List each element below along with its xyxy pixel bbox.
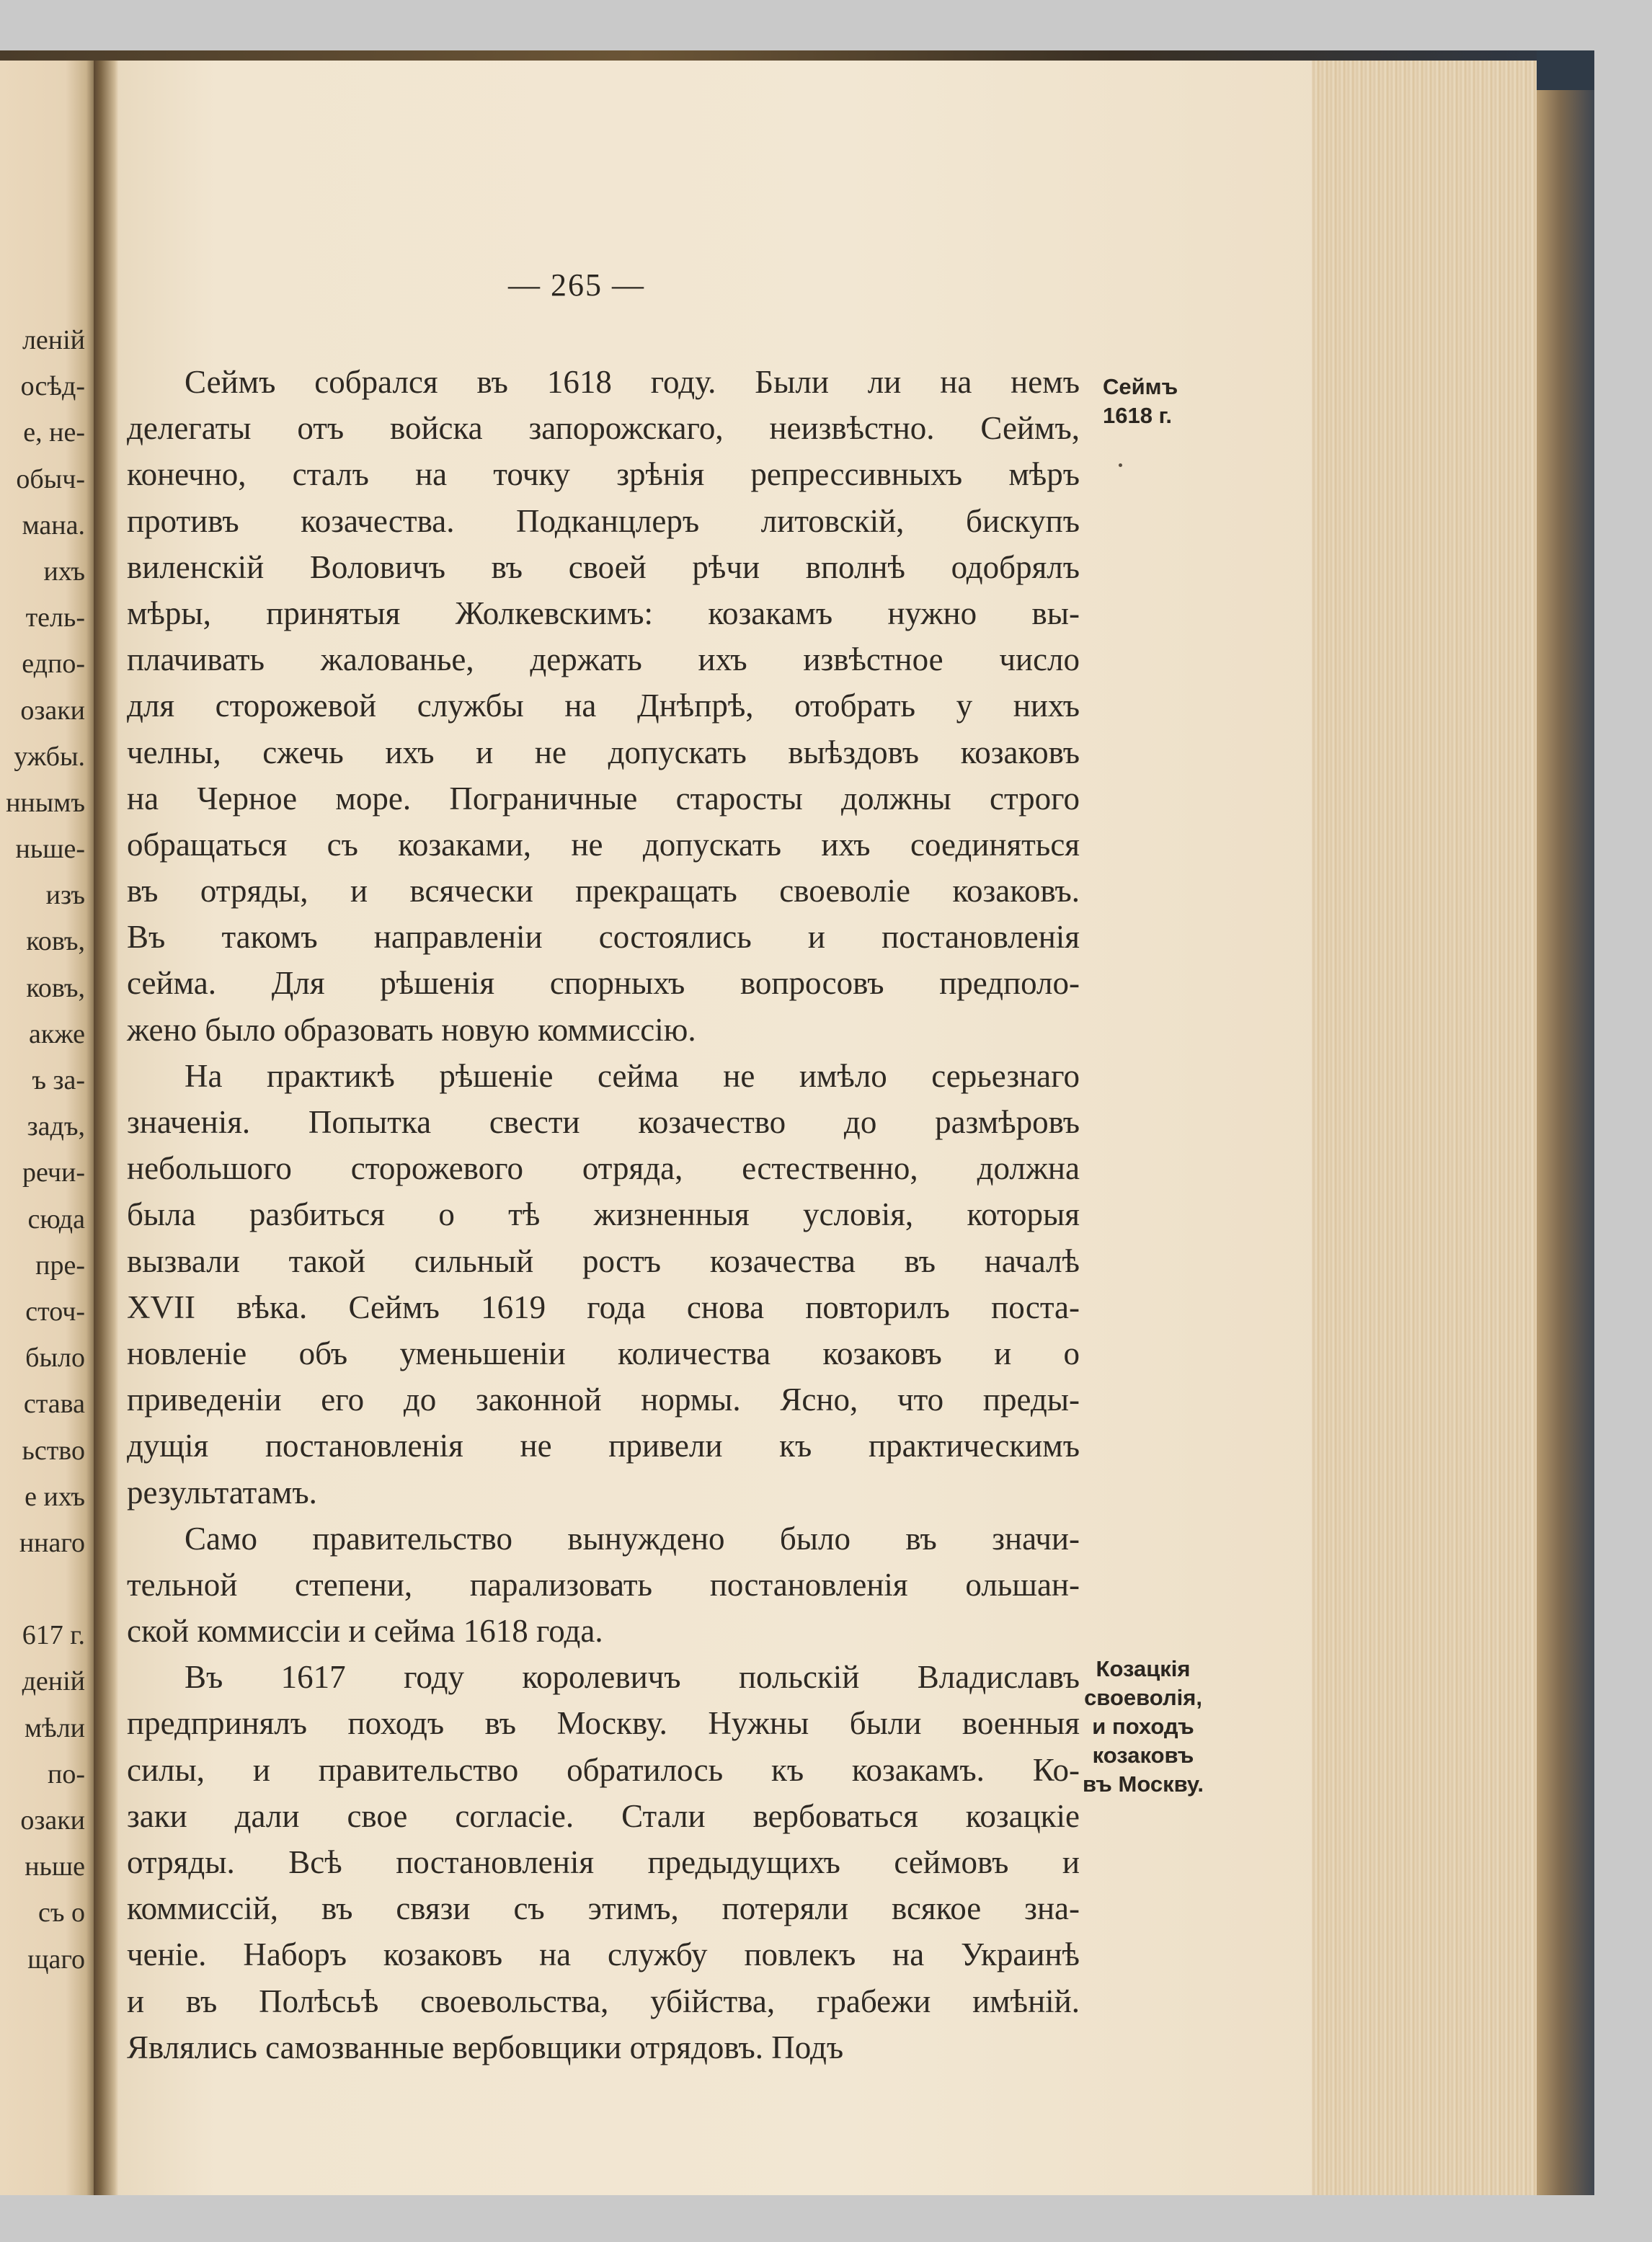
margin-note-sejm-1618 xyxy=(1103,373,1178,430)
text-line: делегаты отъ войска запорожскаго, неизвѣстно. Сеймъ, xyxy=(127,410,1080,447)
text-line: и въ Полѣсьѣ своевольства, убійства, грабежи имѣній. xyxy=(127,1983,1080,2019)
text-line: приведеніи его до законной нормы. Ясно, что преды- xyxy=(127,1382,1080,1418)
text-line: виленскій Воловичъ въ своей рѣчи вполнѣ одобрялъ xyxy=(127,548,1080,585)
text-line: дущія постановленія не привели къ практическимъ xyxy=(127,1428,1080,1464)
book-back-edge xyxy=(1537,61,1594,2195)
left-page-fragment: щаго xyxy=(27,1944,85,1975)
left-page-fragment: было xyxy=(25,1343,85,1374)
left-page-fragment: акже xyxy=(29,1018,85,1049)
book-scan xyxy=(0,50,1594,2195)
left-page-fragment: е ихъ xyxy=(25,1481,85,1512)
left-page-fragment: по- xyxy=(48,1758,85,1789)
text-line: обращаться съ козаками, не допускать ихъ соединяться xyxy=(127,826,1080,863)
text-line: сейма. Для рѣшенія спорныхъ вопросовъ предполо- xyxy=(127,965,1080,1002)
text-line: результатамъ. xyxy=(127,1474,317,1511)
left-page-fragment xyxy=(0,1566,85,1612)
left-page-fragment: деній xyxy=(22,1666,85,1697)
left-page-fragment: тель- xyxy=(25,602,85,633)
left-page-fragment: ньше- xyxy=(15,834,85,865)
left-page-fragment: ъ за- xyxy=(32,1065,85,1095)
text-line: на Черное море. Пограничные старосты должны строго xyxy=(127,780,1080,817)
text-line: челны, сжечь ихъ и не допускать выѣздовъ козаковъ xyxy=(127,734,1080,770)
left-page-fragment: ннымъ xyxy=(6,787,85,818)
left-page-fragment: речи- xyxy=(22,1157,85,1188)
text-line: Въ такомъ направленіи состоялись и постановленія xyxy=(127,919,1080,956)
left-page-fragment: ннаго xyxy=(19,1527,85,1558)
left-page-fragment: става xyxy=(23,1389,85,1420)
left-page-fragment: 617 г. xyxy=(22,1620,85,1651)
book-cover-edge xyxy=(0,50,1594,61)
text-line: заки дали свое согласіе. Стали вербоваться козацкіе xyxy=(127,1797,1080,1834)
ink-speck xyxy=(1119,463,1122,467)
left-page-fragment: сюда xyxy=(27,1204,85,1235)
paragraph xyxy=(127,359,1080,1053)
left-page-fragment: сточ- xyxy=(25,1296,85,1327)
text-line: для сторожевой службы на Днѣпрѣ, отобрать у нихъ xyxy=(127,688,1080,724)
paragraph xyxy=(127,1654,1080,2070)
left-page-fragment: озаки xyxy=(20,1805,85,1836)
text-line: XVII вѣка. Сеймъ 1619 года снова повторилъ поста- xyxy=(127,1289,1080,1325)
left-page-fragment: леній xyxy=(22,325,85,355)
left-page-fragment: изъ xyxy=(45,880,85,911)
left-page-text-fragments xyxy=(0,317,85,1983)
left-page-fragment: ужбы. xyxy=(14,741,85,772)
left-page-fragment: мѣли xyxy=(25,1712,85,1743)
text-line: была разбиться о тѣ жизненныя условія, которыя xyxy=(127,1196,1080,1233)
text-line: ченіе. Наборъ козаковъ на службу повлекъ на Украинѣ xyxy=(127,1936,1080,1973)
text-line: коммиссій, въ связи съ этимъ, потеряли всякое зна- xyxy=(127,1890,1080,1927)
margin-note-line: и походъ xyxy=(1092,1714,1194,1739)
left-page-fragment: е, не- xyxy=(23,417,85,448)
body-text xyxy=(127,359,1080,2070)
text-line: конечно, сталъ на точку зрѣнія репрессивныхъ мѣръ xyxy=(127,456,1080,493)
text-line: въ отряды, и всячески прекращать своеволіе козаковъ. xyxy=(127,873,1080,909)
left-page-fragment: ковъ, xyxy=(26,926,85,957)
page-edges xyxy=(1312,61,1537,2195)
left-page-fragment: задъ, xyxy=(27,1111,85,1142)
text-line: Являлись самозванные вербовщики отрядовъ. Подъ xyxy=(127,2029,844,2065)
left-page-fragment: ньше xyxy=(25,1851,85,1882)
left-page-fragment: обыч- xyxy=(16,463,85,494)
margin-note-line: Сеймъ xyxy=(1103,374,1178,399)
text-line: тельной степени, парализовать постановленія ольшан- xyxy=(127,1566,1080,1603)
text-line: вызвали такой сильный ростъ козачества въ началѣ xyxy=(127,1242,1080,1279)
text-line: жено было образовать новую коммиссію. xyxy=(127,1011,696,1048)
text-line: новленіе объ уменьшеніи количества козаковъ и о xyxy=(127,1335,1080,1371)
left-page-fragment: ковъ, xyxy=(26,972,85,1003)
left-page-fragment: озаки xyxy=(20,695,85,726)
text-line: мѣры, принятыя Жолкевскимъ: козакамъ нужно вы- xyxy=(127,595,1080,631)
text-line: Сеймъ собрался въ 1618 году. Были ли на немъ xyxy=(185,364,1080,400)
left-page-fragment: съ о xyxy=(37,1898,85,1929)
book-gutter xyxy=(94,61,118,2195)
left-page-fragment: ьство xyxy=(22,1435,85,1466)
paragraph xyxy=(127,1053,1080,1516)
left-page-fragment: ихъ xyxy=(43,556,85,587)
text-line: На практикѣ рѣшеніе сейма не имѣло серьезнаго xyxy=(185,1057,1080,1094)
text-line: Въ 1617 году королевичъ польскій Владиславъ xyxy=(185,1659,1080,1696)
text-line: предпринялъ походъ въ Москву. Нужны были военныя xyxy=(127,1705,1080,1742)
left-page-fragment: мана. xyxy=(22,510,85,541)
left-page-fragment: едпо- xyxy=(22,649,85,680)
margin-note-line: Козацкія xyxy=(1096,1656,1191,1681)
left-page-fragment: осѣд- xyxy=(20,371,85,402)
margin-note-campaign xyxy=(1083,1655,1204,1799)
text-line: Само правительство вынуждено было въ значи- xyxy=(185,1520,1080,1557)
paragraph xyxy=(127,1516,1080,1655)
margin-note-line: 1618 г. xyxy=(1103,403,1172,428)
book-cover-corner xyxy=(1537,50,1594,90)
page-number: — 265 — xyxy=(508,267,645,303)
left-page-fragment: пре- xyxy=(35,1250,85,1281)
text-line: силы, и правительство обратилось къ козакамъ. Ко- xyxy=(127,1751,1080,1788)
text-line: ской коммиссіи и сейма 1618 года. xyxy=(127,1613,603,1650)
margin-note-line: своеволія, xyxy=(1084,1685,1202,1710)
margin-note-line: въ Москву. xyxy=(1083,1771,1204,1797)
text-line: небольшого сторожевого отряда, естественно, должна xyxy=(127,1150,1080,1187)
text-line: значенія. Попытка свести козачество до размѣровъ xyxy=(127,1104,1080,1140)
text-line: отряды. Всѣ постановленія предыдущихъ сеймовъ и xyxy=(127,1844,1080,1880)
text-line: противъ козачества. Подканцлеръ литовскій, бискупъ xyxy=(127,502,1080,539)
margin-note-line: козаковъ xyxy=(1092,1743,1194,1768)
text-line: плачивать жалованье, держать ихъ извѣстное число xyxy=(127,641,1080,678)
